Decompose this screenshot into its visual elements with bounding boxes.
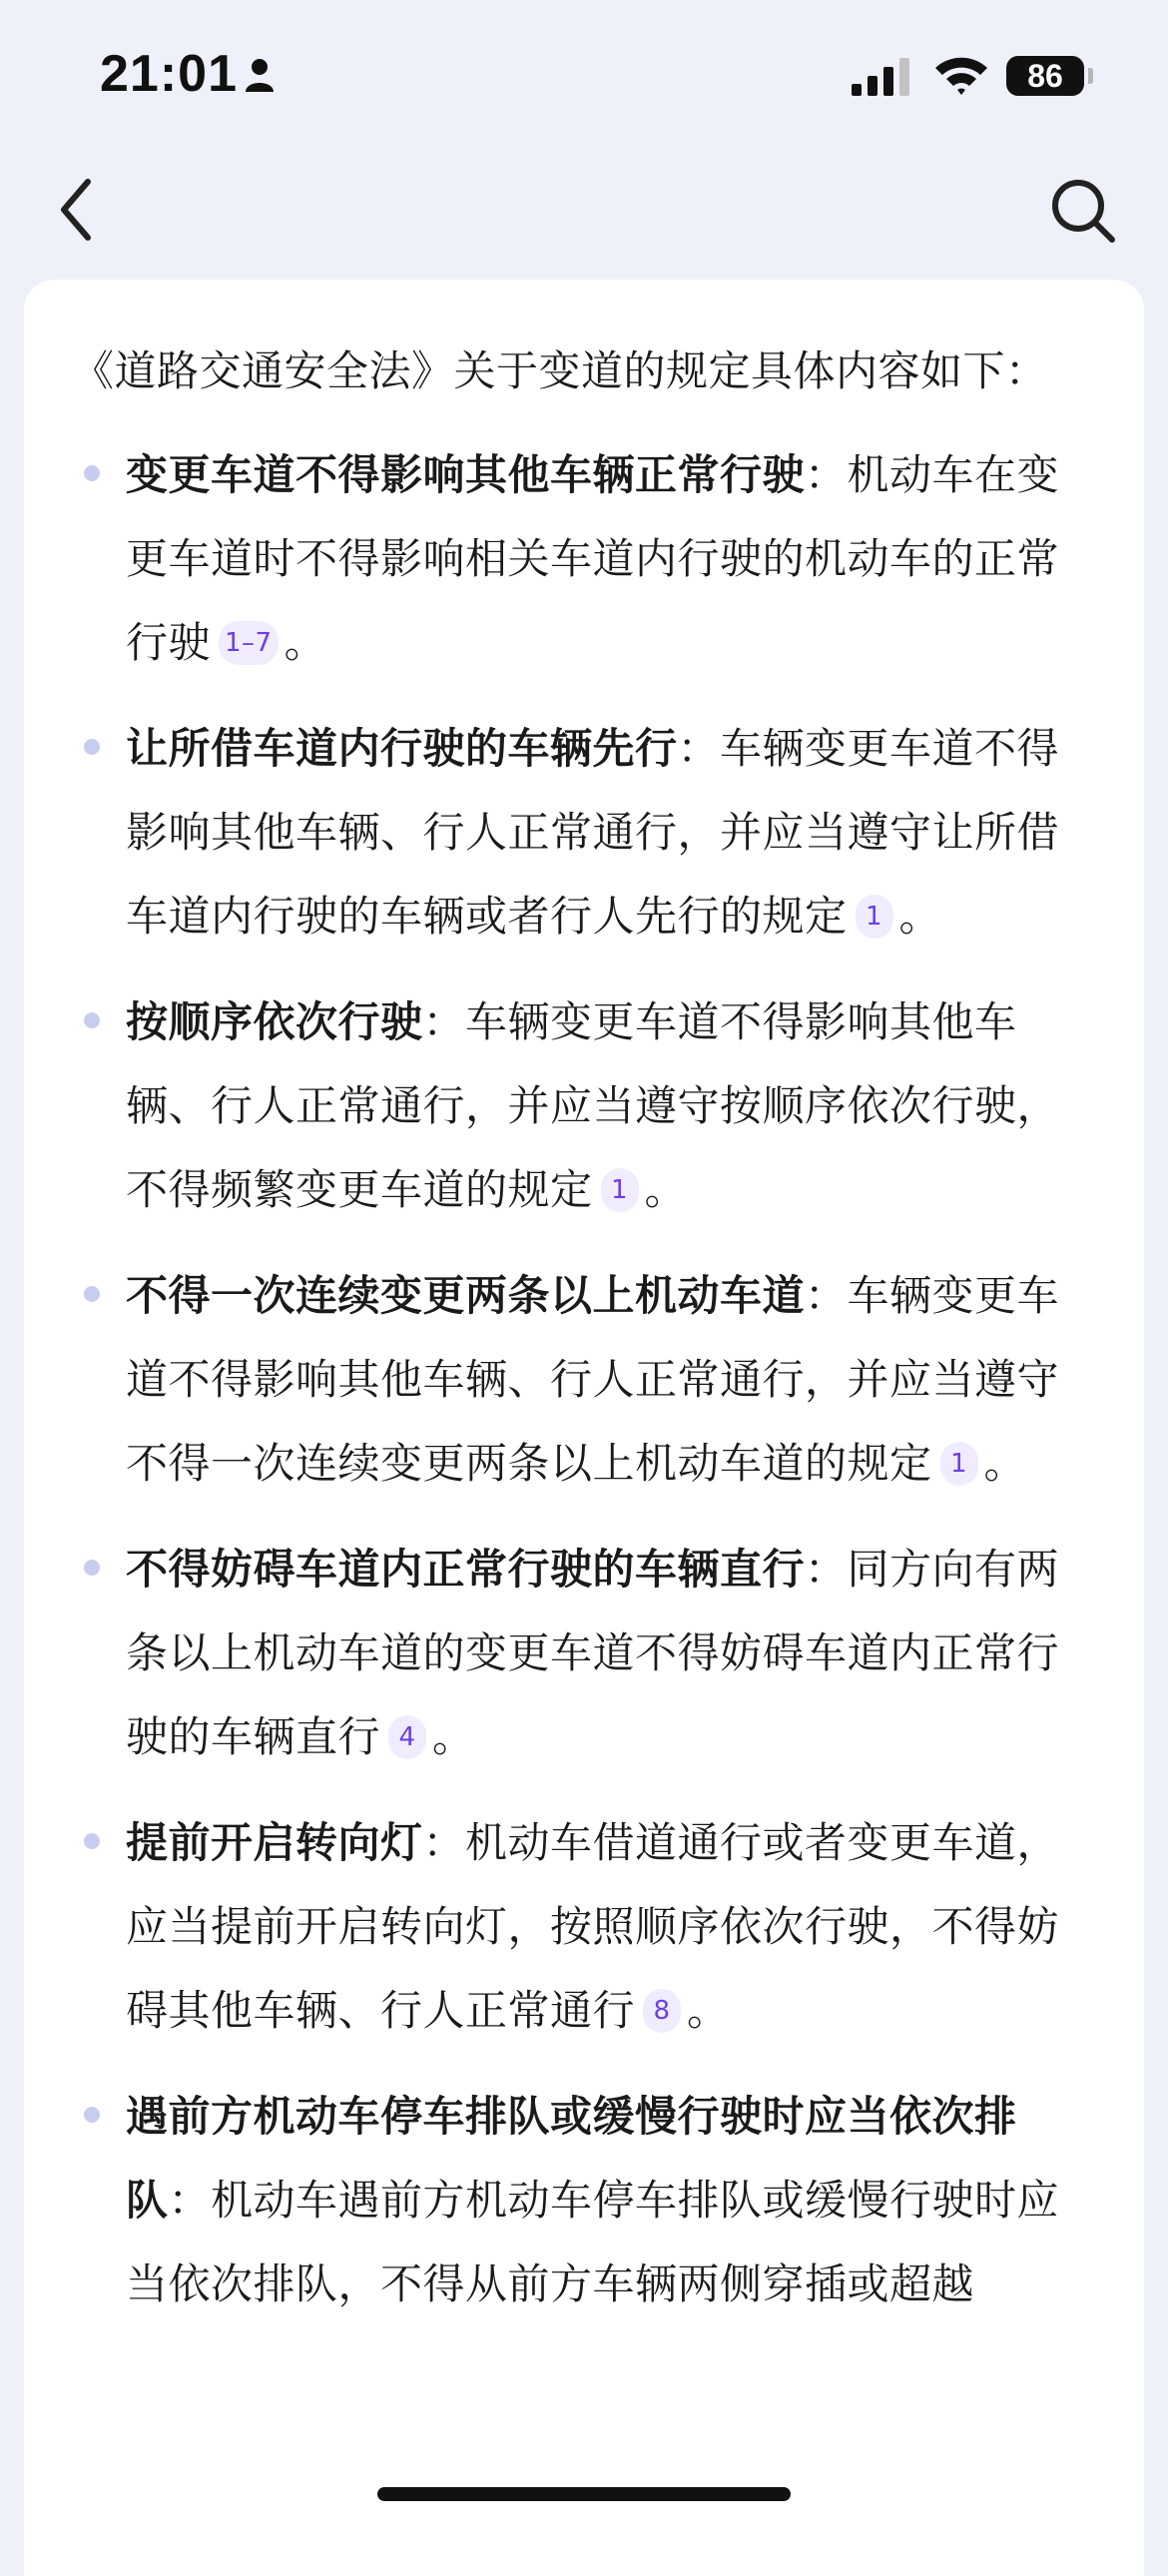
rule-text: 机动车在变更车道时不得影响相关车道内行驶的机动车的正常行驶	[126, 450, 1060, 667]
rule-title: 让所借车道内行驶的车辆先行	[126, 724, 678, 773]
rule-separator: ：	[422, 1818, 466, 1867]
rule-separator: ：	[168, 2176, 212, 2225]
citation-badge[interactable]: 8	[643, 1989, 681, 2033]
rule-list	[72, 433, 1098, 2326]
nav-bar	[0, 150, 1168, 272]
rule-separator: ：	[805, 450, 848, 499]
battery-tip	[1088, 68, 1093, 84]
status-time: 21:01	[100, 45, 238, 103]
rule-end-punct: 。	[687, 1986, 730, 2035]
rule-separator: ：	[677, 724, 721, 773]
person-icon	[244, 58, 276, 94]
back-button[interactable]	[52, 170, 112, 250]
rule-end-punct: 。	[898, 892, 942, 941]
rule-title: 变更车道不得影响其他车辆正常行驶	[126, 450, 806, 499]
rule-item	[72, 1254, 1098, 1506]
rule-separator: ：	[805, 1545, 848, 1594]
bullet-dot	[84, 1286, 100, 1302]
citation-badge[interactable]: 1–7	[219, 621, 279, 665]
bullet-dot	[84, 1012, 100, 1028]
cellular-signal-icon	[852, 58, 911, 96]
rule-text: 车辆变更车道不得影响其他车辆、行人正常通行，并应当遵守不得一次连续变更两条以上机动车道的规定	[126, 1271, 1060, 1488]
rule-item	[72, 980, 1098, 1232]
bullet-dot	[84, 2107, 100, 2123]
rule-end-punct: 。	[644, 1165, 688, 1214]
rule-title: 按顺序依次行驶	[126, 997, 423, 1046]
answer-content	[72, 329, 1098, 2348]
search-button[interactable]	[1044, 170, 1124, 250]
rule-item	[72, 1801, 1098, 2053]
rule-end-punct: 。	[432, 1712, 475, 1761]
rule-title: 提前开启转向灯	[126, 1818, 423, 1867]
rule-end-punct: 。	[983, 1439, 1027, 1488]
rule-text: 车辆变更车道不得影响其他车辆、行人正常通行，并应当遵守让所借车道内行驶的车辆或者行人先行的规定	[126, 724, 1060, 941]
rule-item	[72, 433, 1098, 685]
chevron-left-icon	[52, 170, 112, 250]
rule-title: 遇前方机动车停车排队或缓慢行驶时应当依次排队	[126, 2092, 1017, 2225]
bullet-dot	[84, 1560, 100, 1576]
rule-end-punct: 。	[284, 618, 327, 667]
bullet-dot	[84, 739, 100, 755]
rule-text: 车辆变更车道不得影响其他车辆、行人正常通行，并应当遵守按顺序依次行驶，不得频繁变更车道的规定	[126, 997, 1060, 1214]
citation-badge[interactable]: 4	[388, 1715, 426, 1759]
citation-badge[interactable]: 1	[856, 895, 893, 939]
rule-text: 机动车借道通行或者变更车道，应当提前开启转向灯，按照顺序依次行驶，不得妨碍其他车辆、行人正常通行	[126, 1818, 1060, 2035]
rule-title: 不得一次连续变更两条以上机动车道	[126, 1271, 806, 1320]
citation-badge[interactable]: 1	[940, 1442, 978, 1486]
rule-separator: ：	[805, 1271, 848, 1320]
rule-separator: ：	[422, 997, 466, 1046]
bullet-dot	[84, 465, 100, 481]
home-indicator	[377, 2487, 791, 2501]
rule-item	[72, 707, 1098, 959]
status-bar	[0, 0, 1168, 150]
rule-title: 不得妨碍车道内正常行驶的车辆直行	[126, 1545, 806, 1594]
rule-text: 机动车遇前方机动车停车排队或缓慢行驶时应当依次排队，不得从前方车辆两侧穿插或超越	[126, 2176, 1060, 2308]
citation-badge[interactable]: 1	[601, 1168, 639, 1212]
search-icon	[1044, 170, 1124, 250]
rule-text: 同方向有两条以上机动车道的变更车道不得妨碍车道内正常行驶的车辆直行	[126, 1545, 1060, 1761]
wifi-icon	[933, 54, 989, 96]
battery-indicator: 86	[1006, 56, 1084, 96]
rule-item	[72, 1528, 1098, 1779]
bullet-dot	[84, 1833, 100, 1849]
rule-item	[72, 2075, 1098, 2326]
intro-text: 《道路交通安全法》关于变道的规定具体内容如下：	[72, 346, 1048, 395]
